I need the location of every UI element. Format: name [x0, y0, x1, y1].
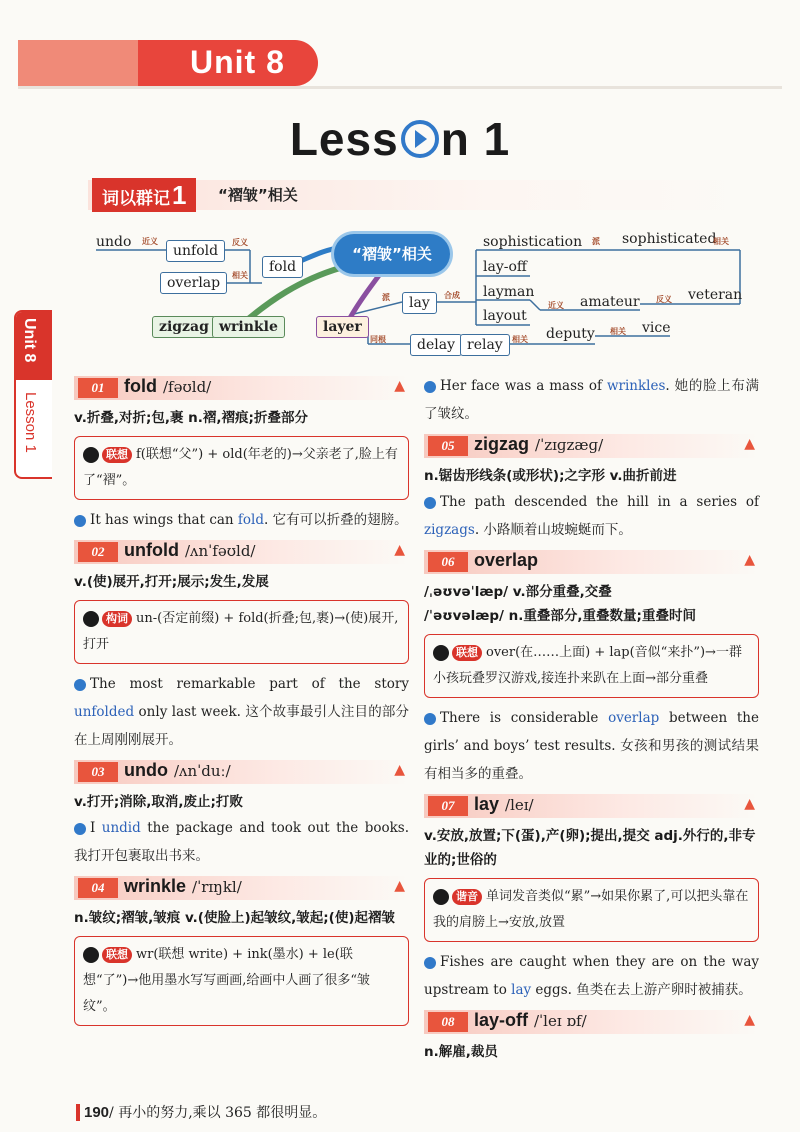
entry-header: [74, 540, 409, 564]
entry-phonetic: /ʌnˈfəʊld/: [184, 542, 256, 560]
mm-sophisticated: sophisticated: [622, 231, 717, 247]
flame-icon: ▲: [394, 762, 405, 778]
mm-vice: vice: [642, 320, 671, 336]
example-sentence: [424, 488, 759, 544]
ex-part: . 小路顺着山坡蜿蜒而下。: [474, 522, 632, 538]
unit-title: Unit 8: [190, 44, 285, 80]
entry-word-text: zigzag: [474, 434, 530, 454]
example-icon: [424, 497, 436, 509]
entry-word-text: lay: [474, 794, 500, 814]
example-sentence: [74, 670, 409, 754]
mm-rel-delay: 同根: [370, 335, 386, 344]
mm-layout: layout: [483, 308, 527, 324]
mnemonic-note: [424, 878, 759, 942]
mm-wrinkle: wrinkle: [212, 316, 285, 338]
entry-definition: v.打开;消除,取消,废止;打败: [74, 794, 243, 810]
mm-delay: delay: [410, 334, 462, 356]
entry-word-text: unfold: [124, 540, 179, 560]
ex-part: between the girls’ and boys’ test results. 女孩和男孩的测试结果有相当多的重叠。: [424, 710, 759, 782]
entry-word: [474, 434, 603, 455]
ex-keyword: wrinkles: [606, 378, 666, 394]
mm-rel-sophd: 相关: [713, 237, 729, 246]
flame-icon: ▲: [744, 436, 755, 452]
entry-definition: v.(使)展开,打开;展示;发生,发展: [74, 574, 269, 590]
page-number: 190: [76, 1104, 109, 1121]
bulb-icon: [83, 611, 99, 627]
right-column: [424, 372, 759, 1064]
mm-fold: fold: [262, 256, 303, 278]
mm-rel-amateur: 近义: [548, 301, 564, 310]
ex-part: The most remarkable part of the story: [90, 676, 409, 692]
entry-phonetic: /ˈrɪŋkl/: [192, 878, 242, 896]
entry-header: [74, 376, 409, 400]
entry-header: [424, 1010, 759, 1034]
entry-word: [124, 876, 242, 897]
flame-icon: ▲: [744, 552, 755, 568]
mm-overlap: overlap: [160, 272, 227, 294]
note-text: 单词发音类似“累”→如果你累了,可以把头靠在我的肩膀上→安放,放置: [433, 889, 749, 930]
lesson-title-post: n 1: [440, 113, 511, 165]
ex-part: There is considerable: [440, 710, 609, 726]
mm-unfold: unfold: [166, 240, 225, 262]
note-text: un-(否定前缀) + fold(折叠;包,裹)→(使)展开,打开: [83, 611, 399, 652]
entry-definition: n.解雇,裁员: [424, 1044, 498, 1060]
ex-part: Her face was a mass of: [440, 378, 607, 394]
mm-deputy: deputy: [546, 326, 595, 342]
bulb-icon: [433, 645, 449, 661]
mm-rel-veteran: 反义: [656, 295, 672, 304]
entry-number: 05: [428, 436, 468, 456]
entry-word: [124, 540, 255, 561]
entry-header: [74, 760, 409, 784]
mm-rel-deputy: 相关: [512, 335, 528, 344]
ex-part: . 它有可以折叠的翅膀。: [264, 512, 408, 528]
entry-definition-2: /ˈəʊvəlæp/ n.重叠部分,重叠数量;重叠时间: [424, 608, 696, 624]
entry-number: 07: [428, 796, 468, 816]
left-column: [74, 376, 409, 1032]
ex-part: eggs. 鱼类在去上游产卵时被捕获。: [531, 982, 752, 998]
entry-header: [74, 876, 409, 900]
entry-word: [474, 1010, 587, 1031]
mm-lay-off: lay-off: [483, 259, 527, 275]
entry-word: [124, 760, 231, 781]
mnemonic-note: [74, 600, 409, 664]
entry-header: [424, 550, 759, 574]
note-tag: 联想: [102, 947, 132, 963]
mm-amateur: amateur: [580, 294, 640, 310]
entry-header: [424, 434, 759, 458]
entry-number: 01: [78, 378, 118, 398]
ex-keyword: unfolded: [74, 704, 135, 720]
ex-part: the package and took out the books. 我打开包裹取出书来。: [74, 820, 409, 864]
side-tab-unit: Unit 8: [21, 318, 38, 363]
example-icon: [74, 823, 86, 835]
mm-rel-unfold: 反义: [232, 238, 248, 247]
mm-rel-overlap: 相关: [232, 271, 248, 280]
example-icon: [424, 957, 436, 969]
mm-rel-layer: 派: [382, 293, 390, 302]
flame-icon: ▲: [394, 378, 405, 394]
section-tag-num: 1: [172, 180, 187, 210]
note-text: wr(联想 write) + ink(墨水) + le(联想“了”)→他用墨水写写画画,给画中人画了很多“皱纹”。: [83, 947, 371, 1014]
mm-relay: relay: [460, 334, 510, 356]
example-icon: [74, 515, 86, 527]
entry-phonetic: /ˈzɪɡzæɡ/: [535, 436, 604, 454]
ex-part: I: [90, 820, 102, 836]
entry-phonetic: /ˈleɪ ɒf/: [534, 1012, 587, 1030]
entry-phonetic: /leɪ/: [505, 796, 534, 814]
mm-undo: undo: [96, 234, 132, 250]
entry-number: 04: [78, 878, 118, 898]
ex-part: . 她的脸上布满了皱纹。: [424, 378, 759, 422]
ex-keyword: zigzags: [424, 522, 475, 538]
flame-icon: ▲: [394, 542, 405, 558]
ex-part: only last week. 这个故事最引人注目的部分在上周刚刚展开。: [74, 704, 409, 748]
entry-phonetic: /fəʊld/: [163, 378, 212, 396]
entry-definition: n.锯齿形线条(或形状);之字形 v.曲折前进: [424, 468, 677, 484]
ex-keyword: overlap: [608, 710, 660, 726]
mnemonic-note: [74, 936, 409, 1026]
entry-word: [474, 550, 538, 571]
entry-word-text: undo: [124, 760, 168, 780]
entry-number: 03: [78, 762, 118, 782]
bulb-icon: [83, 947, 99, 963]
example-sentence: [74, 814, 409, 870]
mnemonic-note: [74, 436, 409, 500]
entry-number: 08: [428, 1012, 468, 1032]
mm-rel-undo: 近义: [142, 237, 158, 246]
entry-definition: /ˌəʊvəˈlæp/ v.部分重叠,交叠: [424, 584, 612, 600]
mm-sophistication: sophistication: [483, 234, 583, 250]
mm-rel-vice: 相关: [610, 327, 626, 336]
note-tag: 联想: [452, 645, 482, 661]
flame-icon: ▲: [744, 796, 755, 812]
flame-icon: ▲: [744, 1012, 755, 1028]
side-tab-lesson: Lesson 1: [22, 392, 39, 453]
mm-center: “褶皱”相关: [334, 234, 450, 274]
lesson-title-pre: Less: [289, 113, 399, 165]
example-sentence: [74, 506, 409, 534]
entry-word-text: wrinkle: [124, 876, 187, 896]
section-subtitle: “褶皱”相关: [218, 186, 298, 204]
mm-veteran: veteran: [688, 287, 743, 303]
ex-part: It has wings that can: [90, 512, 238, 528]
flame-icon: ▲: [394, 878, 405, 894]
entry-number: 06: [428, 552, 468, 572]
entry-phonetic: /ʌnˈduː/: [173, 762, 231, 780]
entry-header: [424, 794, 759, 818]
example-sentence: [424, 372, 759, 428]
mnemonic-note: [424, 634, 759, 698]
note-text: f(联想“父”) + old(年老的)→父亲老了,脸上有了“褶”。: [83, 447, 398, 488]
entry-word-text: fold: [124, 376, 157, 396]
note-tag: 谐音: [452, 889, 482, 905]
note-text: over(在……上面) + lap(音似“来扑”)→一群小孩玩叠罗汉游戏,接连扑来趴在上面→部分重叠: [433, 645, 742, 686]
example-icon: [74, 679, 86, 691]
entry-definition: n.皱纹;褶皱,皱痕 v.(使脸上)起皱纹,皱起;(使)起褶皱: [74, 910, 396, 926]
entry-number: 02: [78, 542, 118, 562]
example-icon: [424, 381, 436, 393]
mm-layer: layer: [316, 316, 369, 338]
example-sentence: [424, 948, 759, 1004]
footer-motto: 再小的努力,乘以 365 都很明显。: [118, 1105, 327, 1121]
mm-rel-lay: 合成: [444, 291, 460, 300]
example-sentence: [424, 704, 759, 788]
section-tag-text: 词以群记: [102, 189, 170, 209]
mindmap-lines: [0, 0, 800, 370]
bulb-icon: [83, 447, 99, 463]
mm-layman: layman: [483, 284, 535, 300]
entry-word: [124, 376, 211, 397]
ex-part: The path descended the hill in a series of: [440, 494, 759, 510]
mm-lay: lay: [402, 292, 437, 314]
ex-keyword: lay: [511, 982, 532, 998]
bulb-icon: [433, 889, 449, 905]
entry-word-text: overlap: [474, 550, 539, 570]
entry-word: [474, 794, 534, 815]
entry-definition: v.折叠,对折;包,裹 n.褶,褶痕;折叠部分: [74, 410, 308, 426]
mm-rel-soph: 派: [592, 237, 600, 246]
entry-word-text: lay-off: [474, 1010, 528, 1030]
mm-zigzag: zigzag: [152, 316, 216, 338]
note-tag: 构词: [102, 611, 132, 627]
ex-part: Fishes are caught when they are on the way upstream to: [424, 954, 759, 998]
ex-keyword: fold: [237, 512, 265, 528]
ex-keyword: undid: [101, 820, 141, 836]
entry-definition: v.安放,放置;下(蛋),产(卵);提出,提交 adj.外行的,非专业的;世俗的: [424, 828, 756, 868]
example-icon: [424, 713, 436, 725]
note-tag: 联想: [102, 447, 132, 463]
page-footer: 190/ 再小的努力,乘以 365 都很明显。: [76, 1102, 326, 1122]
